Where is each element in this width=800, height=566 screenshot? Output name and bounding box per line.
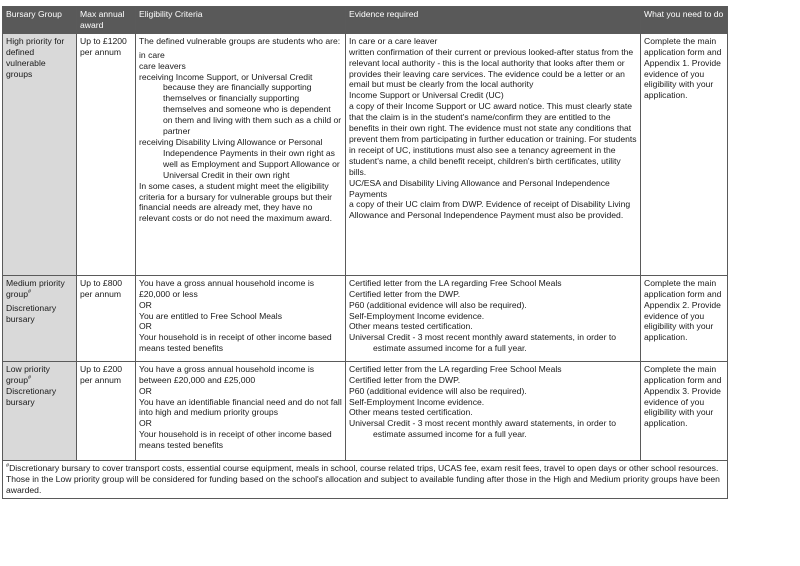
header-max-award: Max annual award: [77, 7, 136, 34]
criteria-line: receiving Income Support, or Universal Credit because they are financially supporting themselves or financially supporting themselves and someone who is dependent on them and living with them such as a child or partner: [139, 71, 342, 137]
evidence-line: Universal Credit - 3 most recent monthly award statements, in order to estimate assumed income for a full year.: [349, 332, 616, 354]
footnote-note: Those in the Low priority group will be considered for funding based on the school's allocation and subject to available funding after those in the High and Medium priority groups have been awarded.: [6, 473, 720, 495]
bursary-group: Medium priority group#: [6, 277, 65, 299]
criteria-line: Your household is in receipt of other income based means tested benefits: [139, 429, 332, 451]
footnote-marker: #: [27, 288, 32, 295]
criteria-line: You have a gross annual household income is between £20,000 and £25,000: [139, 363, 315, 385]
criteria-line: You have an identifiable financial need and do not fall into high and medium priority groups: [139, 396, 342, 418]
todo-cell: [641, 361, 728, 460]
criteria-cell: [136, 361, 346, 460]
criteria-line: OR: [139, 321, 152, 332]
bursary-group-cell: [3, 33, 77, 275]
evidence-line: written confirmation of their current or previous looked-after status from the relevant local authority - this is the local authority that looks after them or provides their leaving care services. The evidence could be a letter or an email but must be clearly from the local authority: [349, 46, 634, 90]
evidence-line: Certified letter from the LA regarding Free School Meals: [349, 363, 562, 374]
evidence-line: In care or a care leaver: [349, 35, 438, 46]
header-row: [3, 7, 728, 34]
evidence-line: Self-Employment Income evidence.: [349, 310, 485, 321]
criteria-line: In some cases, a student might meet the eligibility criteria for a bursary for vulnerable groups but their financial needs are already met, they have no relevant costs or do not need the maximum award.: [139, 180, 332, 224]
todo-text: Complete the main application form and Appendix 1. Provide evidence of you eligibility with your application.: [644, 35, 722, 101]
evidence-cell: [346, 275, 641, 361]
evidence-line: Universal Credit - 3 most recent monthly award statements, in order to estimate assumed income for a full year.: [349, 418, 616, 440]
evidence-line: Income Support or Universal Credit (UC): [349, 90, 504, 101]
evidence-line: UC/ESA and Disability Living Allowance and Personal Independence Payments: [349, 177, 610, 199]
bursary-group-cell: [3, 275, 77, 361]
header-todo: What you need to do: [641, 7, 728, 34]
bursary-group-note: Discretionary bursary: [6, 302, 57, 324]
criteria-line: Your household is in receipt of other income based means tested benefits: [139, 332, 332, 354]
criteria-cell: [136, 33, 346, 275]
evidence-line: Certified letter from the LA regarding Free School Meals: [349, 277, 562, 288]
max-award-cell: [77, 33, 136, 275]
bursary-group: High priority for defined vulnerable groups: [6, 35, 65, 79]
footnote-text: #Discretionary bursary to cover transport costs, essential course equipment, meals in school, course related trips, UCAS fee, exam resit fees, travel to open days or other school resources.: [6, 462, 719, 473]
criteria-line: You are entitled to Free School Meals: [139, 310, 282, 321]
evidence-line: Certified letter from the DWP.: [349, 374, 461, 385]
criteria-line: OR: [139, 385, 152, 396]
max-award: Up to £200 per annum: [80, 363, 123, 385]
criteria-line: in care: [139, 49, 165, 60]
bursary-group-cell: [3, 361, 77, 460]
max-award: Up to £1200 per annum: [80, 35, 127, 57]
header-bursary-group: Bursary Group: [3, 7, 77, 34]
evidence-line: P60 (additional evidence will also be required).: [349, 299, 527, 310]
evidence-line: Self-Employment Income evidence.: [349, 396, 485, 407]
evidence-line: P60 (additional evidence will also be required).: [349, 385, 527, 396]
criteria-line: OR: [139, 418, 152, 429]
bursary-table: [2, 6, 728, 499]
evidence-cell: [346, 361, 641, 460]
evidence-line: a copy of their UC claim from DWP. Evidence of receipt of Disability Living Allowance and Personal Independence Payment must also be provided.: [349, 199, 631, 221]
row-medium-priority: [3, 275, 728, 361]
footnote-marker: #: [6, 462, 10, 469]
evidence-line: Certified letter from the DWP.: [349, 288, 461, 299]
row-high-priority: [3, 33, 728, 275]
max-award: Up to £800 per annum: [80, 277, 123, 299]
footnote-marker: #: [27, 374, 32, 381]
todo-cell: [641, 275, 728, 361]
header-evidence: Evidence required: [346, 7, 641, 34]
todo-text: Complete the main application form and Appendix 3. Provide evidence of you eligibility with your application.: [644, 363, 722, 429]
max-award-cell: [77, 275, 136, 361]
evidence-cell: [346, 33, 641, 275]
criteria-line: OR: [139, 299, 152, 310]
criteria-line: You have a gross annual household income is £20,000 or less: [139, 277, 315, 299]
row-low-priority: [3, 361, 728, 460]
footnote-row: [3, 460, 728, 498]
max-award-cell: [77, 361, 136, 460]
evidence-line: Other means tested certification.: [349, 321, 473, 332]
footnote-cell: [3, 460, 728, 498]
todo-cell: [641, 33, 728, 275]
criteria-line: care leavers: [139, 60, 186, 71]
criteria-line: receiving Disability Living Allowance or Personal Independence Payments in their own right as well as Employment and Support Allowance or Universal Credit in their own right: [139, 136, 340, 180]
bursary-group: Low priority group#: [6, 363, 50, 385]
header-eligibility: Eligibility Criteria: [136, 7, 346, 34]
criteria-cell: [136, 275, 346, 361]
evidence-line: a copy of their Income Support or UC award notice. This must clearly state that the claim is in the student's name/confirm they are entitled to the benefits in their own right. The evidence must not state any conditions that prevent them from participating in further education or training. For students in receipt of UC, institutions must also see a tenancy agreement in the student's name, a child benefit receipt, children's birth certificates, utility bills.: [349, 101, 637, 177]
bursary-group-note: Discretionary bursary: [6, 385, 57, 407]
criteria-line: The defined vulnerable groups are students who are:: [139, 35, 341, 46]
todo-text: Complete the main application form and Appendix 2. Provide evidence of you eligibility with your application.: [644, 277, 722, 343]
evidence-line: Other means tested certification.: [349, 407, 473, 418]
